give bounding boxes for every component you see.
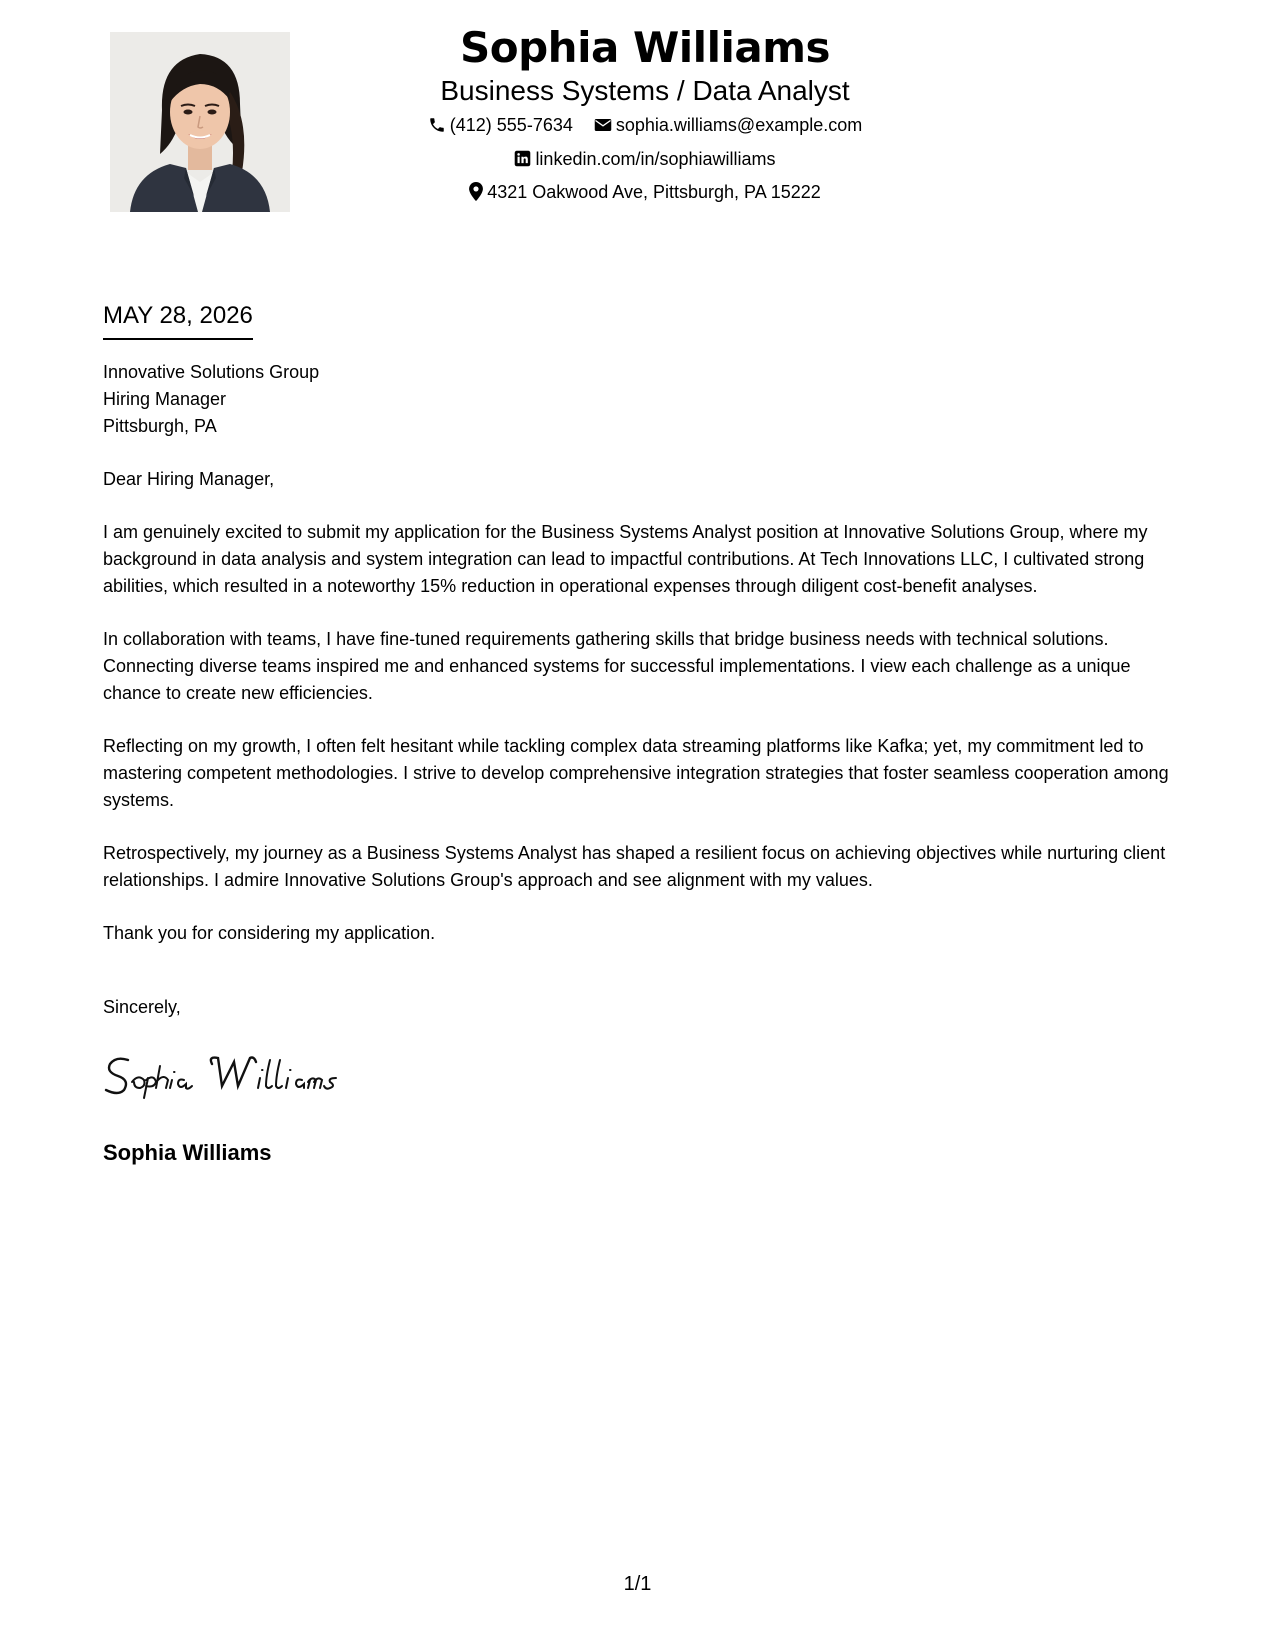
linkedin-contact[interactable]: [514, 143, 775, 175]
letter-body: [103, 466, 1188, 973]
contact-line-address: [330, 175, 960, 208]
linkedin-text: linkedin.com/in/sophiawilliams: [535, 148, 776, 169]
body-paragraph: Retrospectively, my journey as a Business Systems Analyst has shaped a resilient focus on achieving objectives while nurturing client relationships. I admire Innovative Solutions Group's approach and see alignment with my values.: [103, 843, 1166, 890]
phone-icon: [428, 116, 446, 134]
recipient-title: Hiring Manager: [103, 389, 227, 409]
phone-text: (412) 555-7634: [449, 115, 573, 136]
body-paragraph: I am genuinely excited to submit my application for the Business Systems Analyst position at Innovative Solutions Group, where my background in data analysis and system integration can lead to impactful contributions. At Tech Innovations LLC, I cultivated strong abilities, which resulted in a noteworthy 15% reduction in operational expenses through diligent cost-benefit analyses.: [103, 522, 1148, 596]
profile-photo: [110, 32, 290, 212]
header: [330, 22, 960, 208]
map-pin-icon: [469, 182, 483, 201]
salutation: Dear Hiring Manager,: [103, 469, 275, 489]
email-text: sophia.williams@example.com: [615, 115, 863, 136]
body-paragraph: Reflecting on my growth, I often felt hesitant while tackling complex data streaming platforms like Kafka; yet, my commitment led to mastering competent methodologies. I strive to develop comprehensive integration strategies that foster seamless cooperation among systems.: [103, 736, 1169, 810]
recipient-block: [103, 359, 319, 440]
recipient-company: Innovative Solutions Group: [103, 362, 320, 382]
closing: Sincerely,: [103, 997, 181, 1017]
contact-line-phone-email: [330, 108, 960, 141]
email-contact[interactable]: [594, 109, 862, 141]
recipient-location: Pittsburgh, PA: [103, 416, 217, 436]
signer-name: Sophia Williams: [103, 1140, 272, 1165]
letter-date: MAY 28, 2026: [103, 300, 253, 340]
applicant-role: Business Systems / Data Analyst: [440, 75, 850, 106]
linkedin-icon: [514, 150, 531, 167]
envelope-icon: [594, 117, 612, 133]
page-number: 1/1: [623, 1573, 652, 1595]
applicant-name: Sophia Williams: [460, 23, 830, 72]
body-paragraph: In collaboration with teams, I have fine-tuned requirements gathering skills that bridge business needs with technical solutions. Connecting diverse teams inspired me and enhanced systems for successful implementations. I view each challenge as a unique chance to create new efficiencies.: [103, 629, 1131, 703]
address-text: 4321 Oakwood Ave, Pittsburgh, PA 15222: [487, 181, 821, 202]
body-paragraph: Thank you for considering my application.: [103, 923, 436, 943]
handwritten-signature: [100, 1050, 360, 1100]
contact-line-linkedin: [330, 141, 960, 174]
phone-contact[interactable]: [428, 109, 573, 141]
address-contact: [469, 176, 821, 208]
